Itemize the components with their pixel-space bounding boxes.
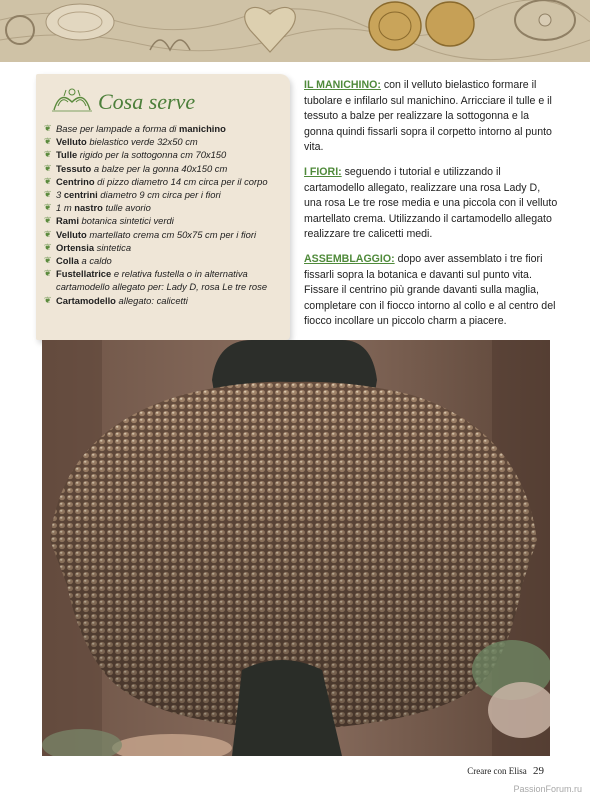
materials-list-item: ❦ Ortensia sintetica [44, 241, 132, 253]
materials-list-item: ❦ Velluto martellato crema cm 50x75 cm per i fiori [44, 228, 257, 240]
leaf-bullet-icon: ❦ [44, 136, 52, 147]
materials-list-item: ❦ Tulle rigido per la sottogonna cm 70x150 [44, 149, 227, 161]
instruction-body: dopo aver assemblato i tre fiori fissarli sopra la botanica e davanti sul punto vita. Fissare il centrino più grande davanti sulla maglia, completare con il fiocco intorno al collo e al centro del fiocco incollare un piccolo charm a piacere. [304, 252, 556, 328]
magazine-name: Creare con Elisa [467, 766, 527, 776]
banner-ornaments [0, 0, 590, 62]
materials-list-item: ❦ 3 centrini diametro 9 cm circa per i fiori [44, 189, 221, 201]
instruction-heading: IL MANICHINO: [304, 79, 381, 91]
leaf-bullet-icon: ❦ [44, 175, 52, 186]
leaf-bullet-icon: ❦ [44, 162, 52, 173]
leaf-bullet-icon: ❦ [44, 268, 52, 279]
materials-list-item: ❦ Tessuto a balze per la gonna 40x150 cm [44, 162, 228, 174]
materials-list-item: ❦ Rami botanica sintetici verdi [44, 215, 174, 227]
instruction-paragraph [304, 252, 558, 330]
materials-list-item: ❦ Fustellatrice e relativa fustella o in alternativa cartamodello allegato per: Lady D, rosa Le tre rose [44, 268, 268, 293]
instruction-body: con il velluto bielastico formare il tubolare e infilarlo sul manichino. Arricciare il tulle e il tessuto a balze per realizzare la sottogonna e la gonna quindi fissarli sopra il corpetto intorno al punto vita. [304, 79, 552, 154]
instruction-paragraph [304, 165, 558, 243]
leaf-bullet-icon: ❦ [44, 215, 52, 226]
materials-list-item: ❦ Colla a caldo [44, 255, 112, 267]
page-number: 29 [533, 765, 544, 777]
materials-list-item: ❦ 1 m nastro tulle avorio [44, 202, 151, 214]
materials-list [44, 122, 288, 307]
leaf-bullet-icon: ❦ [44, 202, 52, 213]
top-decorative-banner [0, 0, 590, 62]
leaf-bullet-icon: ❦ [44, 189, 52, 200]
card-title: Cosa serve [98, 88, 196, 114]
crown-ornament-icon [50, 84, 94, 119]
instruction-heading: ASSEMBLAGGIO: [304, 252, 395, 265]
materials-list-item: ❦ Centrino di pizzo diametro 14 cm circa per il corpo [44, 175, 268, 187]
sequin-top-photo [42, 340, 550, 756]
materials-list-item: ❦ Base per lampade a forma di manichino [44, 123, 226, 134]
materials-heading [50, 84, 195, 119]
leaf-bullet-icon: ❦ [44, 149, 52, 160]
page-footer [467, 765, 544, 777]
leaf-bullet-icon: ❦ [44, 255, 52, 266]
leaf-bullet-icon: ❦ [44, 228, 52, 239]
instructions-column [304, 78, 558, 339]
photo-illustration [42, 340, 550, 756]
instruction-heading: I FIORI: [304, 165, 342, 178]
instruction-body: seguendo i tutorial e utilizzando il cartamodello allegato, realizzare una rosa Lady D, una rosa Le tre rose media e una piccola con il velluto martellato crema. Utilizzando il cartamodello allegato realizzare tre calicetti medi. [304, 165, 558, 241]
instruction-paragraph [304, 78, 558, 156]
materials-list-item: ❦ Velluto bielastico verde 32x50 cm [44, 136, 198, 148]
watermark: PassionForum.ru [513, 784, 582, 794]
materials-list-item: ❦ Cartamodello allegato: calicetti [44, 294, 188, 306]
leaf-bullet-icon: ❦ [44, 241, 52, 252]
leaf-bullet-icon: ❦ [44, 294, 52, 305]
leaf-bullet-icon: ❦ [44, 123, 52, 133]
